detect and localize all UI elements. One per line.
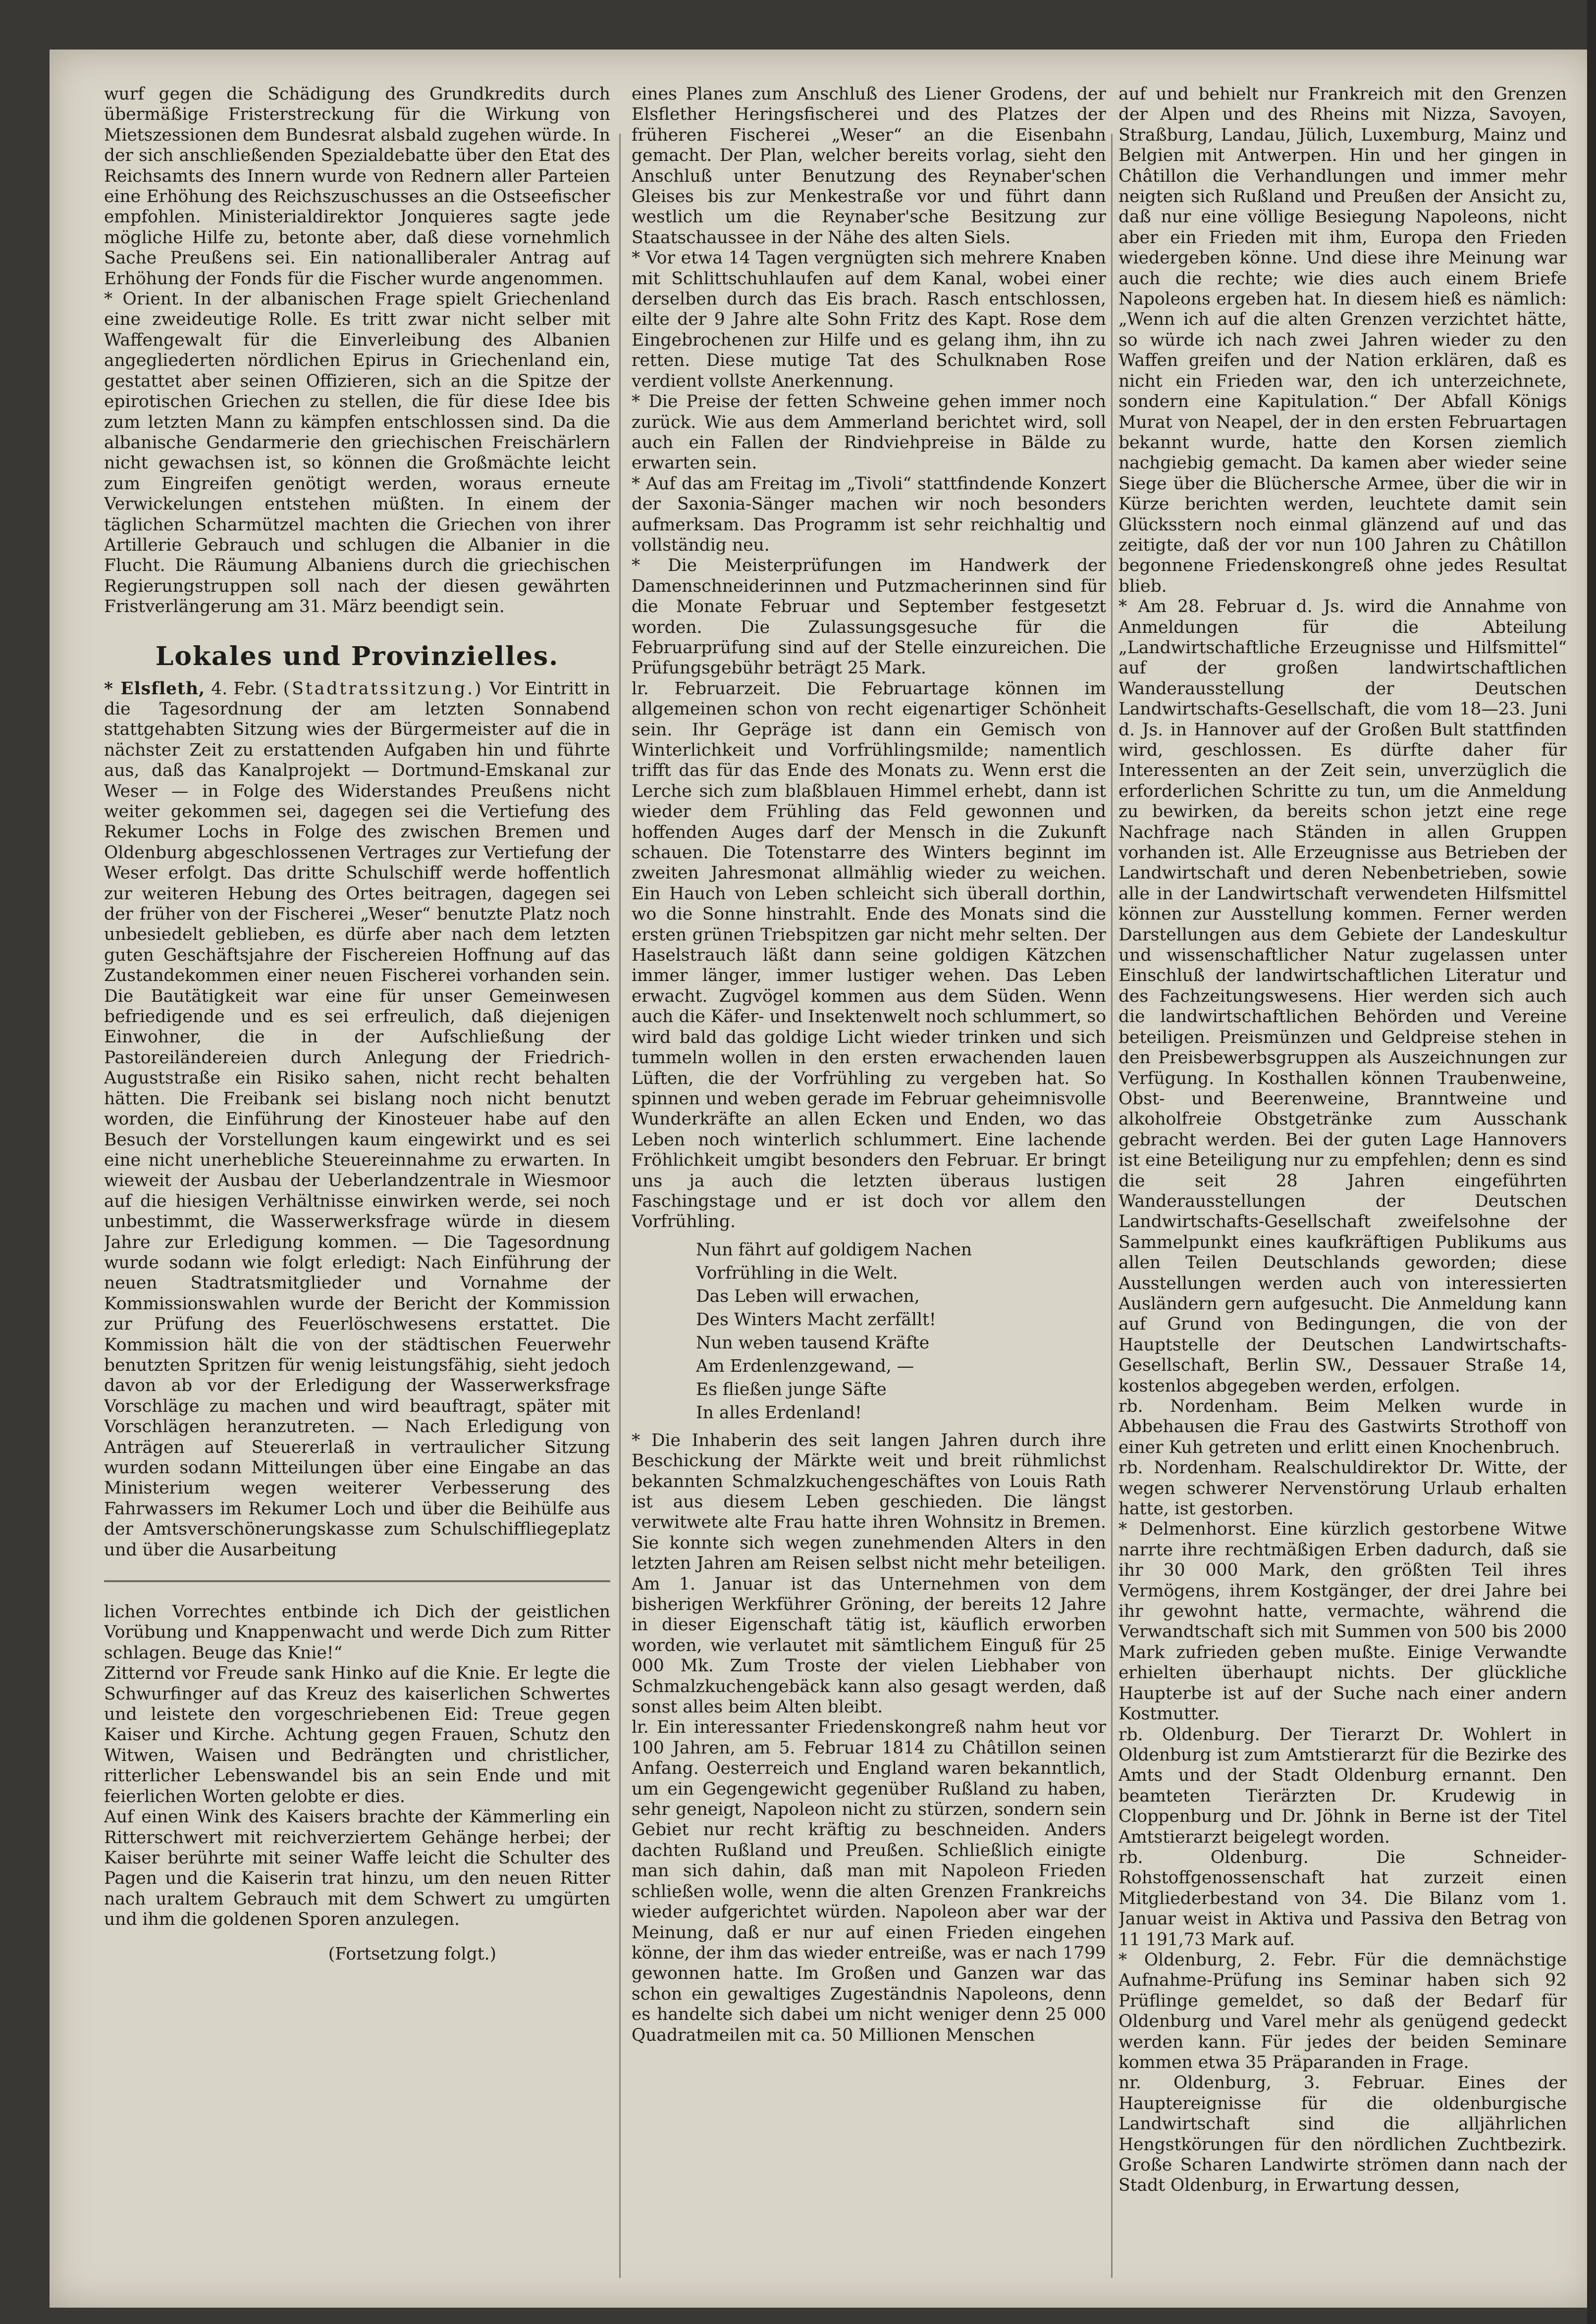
poem-line: Nun weben tausend Kräfte	[696, 1333, 930, 1353]
article-paragraph: * Am 28. Februar d. Js. wird die Annahme von Anmeldungen für die Abteilung „Landwirtschaftliche Erzeugnisse und Hilfsmittel“ auf der großen landwirtschaftlichen Wanderausstellung der Deutschen Landwirtschafts-Gesellschaft, die vom 18—23. Juni d. Js. in Hannover auf der Großen Bult stattfinden wird, geschlossen. Es dürfte daher für Interessenten an der Zeit sein, unverzüglich die erforderlichen Schritte zu tun, um die Anmeldung zu bewirken, da bereits schon jetzt eine rege Nachfrage nach Ständen in allen Gruppen vorhanden ist. Alle Erzeugnisse aus Betrieben der Landwirtschaft und deren Nebenbetrieben, sowie alle in der Landwirtschaft verwendeten Hilfsmittel können zur Ausstellung kommen. Ferner werden Darstellungen aus dem Gebiete der Landeskultur und wissenschaftlicher Natur zugelassen unter Einschluß der landwirtschaftlichen Literatur und des Fachzeitungswesens. Hier werden sich auch die landwirtschaftlichen Behörden und Vereine beteiligen. Preismünzen und Geldpreise stehen in den Preisbewerbsgruppen als Auszeichnungen zur Verfügung. In Kosthallen können Traubenweine, Obst- und Beerenweine, Branntweine und alkoholfreie Obstgetränke zum Ausschank gebracht werden. Bei der guten Lage Hannovers ist eine Beteiligung nur zu empfehlen; denn es sind die seit 28 Jahren eingeführten Wanderausstellungen der Deutschen Landwirtschafts-Gesellschaft zweifelsohne der Sammelpunkt eines kaufkräftigen Publikums aus allen Teilen Deutschlands geworden; diese Ausstellungen werden auch von interessierten Ausländern gern aufgesucht. Die Anmeldung kann auf Grund von Bedingungen, die von der Hauptstelle der Deutschen Landwirtschafts-Gesellschaft, Berlin SW., Dessauer Straße 14, kostenlos abgegeben werden, erfolgen.	[1118, 597, 1567, 1396]
feuilleton-divider	[104, 1580, 610, 1582]
article-nordenham: rb. Nordenham. Realschuldirektor Dr. Witte, der wegen schwerer Nervenstörung Urlaub erhalten hatte, ist gestorben.	[1118, 1458, 1567, 1519]
article-paragraph: eines Planes zum Anschluß des Liener Grodens, der Elsflether Heringsfischerei und des Platzes der früheren Fischerei „Weser“ an die Eisenbahn gemacht. Der Plan, welcher bereits vorlag, sieht den Anschluß unter Benutzung des Reynaber'schen Gleises bis zur Menkestraße vor und führt dann westlich um die Reynaber'sche Besitzung zur Staatschaussee in der Nähe des alten Siels.	[632, 84, 1106, 248]
feuilleton-paragraph: Auf einen Wink des Kaisers brachte der Kämmerling ein Ritterschwert mit reichverziertem Gehänge herbei; der Kaiser berührte mit seiner Waffe leicht die Schulter des Pagen und die Kaiserin trat hinzu, um den neuen Ritter nach uraltem Gebrauch mit dem Schwert zu umgürten und ihm die goldenen Sporen anzulegen.	[104, 1807, 610, 1930]
poem-line: Des Winters Macht zerfällt!	[696, 1309, 936, 1330]
article-elsfleth	[104, 679, 610, 1560]
article-februarzeit: lr. Februarzeit. Die Februartage können im allgemeinen schon von recht eigenartiger Schönheit sein. Ihr Gepräge ist dann ein Gemisch von Winterlichkeit und Vorfrühlingsmilde; namentlich trifft das für das Ende des Monats zu. Wenn erst die Lerche sich zum blaßblauen Himmel erhebt, dann ist wieder dem Frühling das Feld gewonnen und hoffenden Auges darf der Mensch in die Zukunft schauen. Die Totenstarre des Winters beginnt im zweiten Jahresmonat allmählig wieder zu weichen. Ein Hauch von Leben schleicht sich überall dorthin, wo die Sonne hinstrahlt. Ende des Monats sind die ersten grünen Triebspitzen gar nicht mehr selten. Der Haselstrauch läßt dann seine goldigen Kätzchen immer länger, immer lustiger wehen. Das Leben erwacht. Zugvögel kommen aus dem Süden. Wenn auch die Käfer- und Insektenwelt noch schlummert, so wird bald das goldige Licht wieder trinken und sich tummeln wollen in den ersten erwachenden lauen Lüften, die der Vorfrühling zu vergeben hat. So spinnen und weben gerade im Februar geheimnisvolle Wunderkräfte an allen Ecken und Enden, wo das Leben noch winterlich schlummert. Eine lachende Fröhlichkeit umgibt besonders den Februar. Er bringt uns ja auch die letzten überaus lustigen Faschingstage und er ist doch vor allem den Vorfrühling.	[632, 678, 1106, 1232]
column-rule-right	[1111, 134, 1113, 2278]
article-friedenskongress: lr. Ein interessanter Friedenskongreß nahm heut vor 100 Jahren, am 5. Februar 1814 zu Châtillon seinen Anfang. Oesterreich und England waren bekanntlich, um ein Gegengewicht gegenüber Rußland zu haben, sehr geneigt, Napoleon nicht zu stürzen, sondern sein Gebiet nur recht kräftig zu beschneiden. Anders dachten Rußland und Preußen. Schließlich einigte man sich dahin, daß man mit Napoleon Frieden schließen wolle, wenn die alten Grenzen Frankreichs wieder aufgerichtet würden. Napoleon aber war der Meinung, daß er nur auf einen Frieden eingehen könne, der ihm das wieder entreiße, was er nach 1799 gewonnen hatte. Im Großen und Ganzen war das schon ein gewaltiges Zugeständnis Napoleons, denn es handelte sich dabei um nicht weniger denn 25 000 Quadratmeilen mit ca. 50 Millionen Menschen	[632, 1717, 1106, 2045]
article-oldenburg: rb. Oldenburg. Der Tierarzt Dr. Wohlert in Oldenburg ist zum Amtstierarzt für die Bezirke des Amts und der Stadt Oldenburg ernannt. Den beamteten Tierärzten Dr. Krudewig in Cloppenburg und Dr. Jöhnk in Berne ist der Titel Amtstierarzt beigelegt worden.	[1118, 1724, 1567, 1847]
article-oldenburg: nr. Oldenburg, 3. Februar. Eines der Hauptereignisse für die oldenburgische Landwirtschaft sind die alljährlichen Hengstkörungen für den nördlichen Zuchtbezirk. Große Scharen Landwirte strömen dann nach der Stadt Oldenburg, in Erwartung dessen,	[1118, 2073, 1567, 2196]
poem-line: Das Leben will erwachen,	[696, 1286, 920, 1306]
column-right	[1118, 84, 1567, 2223]
scan-edge	[1587, 0, 1596, 2324]
dateline-subject: (Stadtratssitzung.)	[283, 678, 483, 699]
article-paragraph: * Vor etwa 14 Tagen vergnügten sich mehrere Knaben mit Schlittschuhlaufen auf dem Kanal, wobei einer derselben durch das Eis brach. Rasch entschlossen, eilte der 9 Jahre alte Sohn Fritz des Kapt. Rose dem Eingebrochenen zur Hilfe und es gelang ihm, ihn zu retten. Diese mutige Tat des Schulknaben Rose verdient vollste Anerkennung.	[632, 248, 1106, 391]
article-oldenburg: * Oldenburg, 2. Febr. Für die demnächstige Aufnahme-Prüfung ins Seminar haben sich 92 Prüflinge gemeldet, so daß der Bedarf für Oldenburg und Varel mehr als genügend gedeckt werden kann. Für jedes der beiden Seminare kommen etwa 35 Präparanden in Frage.	[1118, 1950, 1567, 2072]
poem-line: Es fließen junge Säfte	[696, 1379, 887, 1399]
article-body: Vor Eintritt in die Tagesordnung der am letzten Sonnabend stattgehabten Sitzung wies der Bürgermeister auf die in nächster Zeit zu erstattenden Aufgaben hin und führte aus, daß das Kanalprojekt — Dortmund-Emskanal zur Weser — in Folge des Widerstandes Preußens nicht weiter gekommen sei, dagegen sei die Vertiefung des Rekumer Lochs in Folge des zwischen Bremen und Oldenburg abgeschlossenen Vertrages zur Vertiefung der Weser erfolgt. Das dritte Schulschiff werde hoffentlich zur weiteren Hebung des Ortes beitragen, dagegen sei der früher von der Fischerei „Weser“ benutzte Platz noch unbesiedelt geblieben, es dürfe aber nach dem letzten guten Geschäftsjahre der Fischereien Hoffnung auf das Zustandekommen einer neuen Fischerei vorhanden sein. Die Bautätigkeit war eine für unser Gemeinwesen befriedigende und es sei erfreulich, daß diejenigen Einwohner, die in der Aufschließung der Pastoreiländereien durch Anlegung der Friedrich-Auguststraße ein Risiko sahen, nicht recht behalten hätten. Die Freibank sei bislang noch nicht benutzt worden, die Einführung der Kinosteuer habe auf den Besuch der Vorstellungen kaum eingewirkt und es sei eine nicht unerhebliche Steuereinnahme zu erwarten. In wieweit der Ausbau der Ueberlandzentrale in Wiesmoor auf die hiesigen Verhältnisse einwirken werde, sei noch unbestimmt, die Wasserwerksfrage würde in diesem Jahre zur Erledigung kommen. — Die Tagesordnung wurde sodann wie folgt erledigt: Nach Einführung der neuen Stadtratsmitglieder und Vornahme der Kommissionswahlen wurde der Bericht der Kommission zur Prüfung des Feuerlöschwesens erstattet. Die Kommission hält die von der städtischen Feuerwehr benutzten Spritzen für wenig leistungsfähig, sieht jedoch davon ab vor der Erledigung der Wasserwerksfrage Vorschläge zu machen und wird beauftragt, später mit Vorschlägen heranzutreten. — Nach Erledigung von Anträgen auf Steuererlaß in vertraulicher Sitzung wurden sodann Mitteilungen über eine Eingabe an das Ministerium wegen weiterer Verbesserung des Fahrwassers im Rekumer Loch und über die Beihülfe aus der Amtsverschönerungskasse zum Schulschiffliegeplatz und über die Ausarbeitung	[104, 678, 610, 1560]
dateline-date: 4. Febr.	[211, 678, 277, 699]
article-nordenham: rb. Nordenham. Beim Melken wurde in Abbehausen die Frau des Gastwirts Strothoff von einer Kuh getreten und erlitt einen Knochenbruch.	[1118, 1396, 1567, 1457]
feuilleton-paragraph: Zitternd vor Freude sank Hinko auf die Knie. Er legte die Schwurfinger auf das Kreuz des kaiserlichen Schwertes und leistete den vorgeschriebenen Eid: Treue gegen Kaiser und Kirche. Achtung gegen Frauen, Schutz den Witwen, Waisen und Bedrängten und christlicher, ritterlicher Lebenswandel bis an sein Ende und mit feierlichen Worten gelobte er dies.	[104, 1663, 610, 1807]
article-paragraph: * Die Preise der fetten Schweine gehen immer noch zurück. Wie aus dem Ammerland berichtet wird, soll auch ein Fallen der Rindviehpreise in Bälde zu erwarten sein.	[632, 392, 1106, 473]
column-rule-left	[619, 134, 621, 2278]
article-orient: * Orient. In der albanischen Frage spielt Griechenland eine zweideutige Rolle. Es tritt zwar nicht selber mit Waffengewalt für die Einverleibung des Albanien angegliederten nördlichen Epirus in Griechenland ein, gestattet aber seinen Offizieren, sich an die Spitze der epirotischen Griechen zu stellen, die für diese Idee bis zum letzten Mann zu kämpfen entschlossen sind. Da die albanische Gendarmerie den griechischen Freischärlern nicht gewachsen ist, so können die Großmächte leicht zum Eingreifen genötigt werden, woraus erneute Verwickelungen entstehen müßten. In einem der täglichen Scharmützel machten die Griechen von ihrer Artillerie Gebrauch und schlugen die Albanier in die Flucht. Die Räumung Albaniens durch die griechischen Regierungstruppen soll nach der diesen gewährten Fristverlängerung am 31. März beendigt sein.	[104, 289, 610, 617]
article-paragraph: wurf gegen die Schädigung des Grundkredits durch übermäßige Fristerstreckung für die Wirkung von Mietszessionen dem Bundesrat alsbald zugehen würde. In der sich anschließenden Spezialdebatte über den Etat des Reichsamts des Innern wurde von Rednern aller Parteien eine Erhöhung des Reichszuschusses an die Ostseefischer empfohlen. Ministerialdirektor Jonquieres sagte jede mögliche Hilfe zu, betonte aber, daß diese vornehmlich Sache Preußens sei. Ein nationalliberaler Antrag auf Erhöhung der Fonds für die Fischer wurde angenommen.	[104, 84, 610, 289]
feuilleton-paragraph: lichen Vorrechtes entbinde ich Dich der geistlichen Vorübung und Knappenwacht und werde Dich zum Ritter schlagen. Beuge das Knie!“	[104, 1602, 610, 1663]
article-paragraph: * Die Meisterprüfungen im Handwerk der Damenschneiderinnen und Putzmacherinnen sind für die Monate Februar und September festgesetzt worden. Die Zulassungsgesuche für die Februarprüfung sind auf der Stelle einzureichen. Die Prüfungsgebühr beträgt 25 Mark.	[632, 556, 1106, 678]
article-oldenburg: rb. Oldenburg. Die Schneider-Rohstoffgenossenschaft hat zurzeit einen Mitgliederbestand von 34. Die Bilanz vom 1. Januar weist in Aktiva und Passiva den Betrag von 11 191,73 Mark auf.	[1118, 1847, 1567, 1950]
poem	[632, 1239, 1106, 1425]
article-paragraph: * Die Inhaberin des seit langen Jahren durch ihre Beschickung der Märkte weit und breit rühmlichst bekannten Schmalzkuchengeschäftes von Louis Rath ist aus diesem Leben geschieden. Die längst verwitwete alte Frau hatte ihren Wohnsitz in Bremen. Sie konnte sich wegen zunehmenden Alters in den letzten Jahren am Reisen selbst nicht mehr beteiligen. Am 1. Januar ist das Unternehmen von dem bisherigen Werkführer Gröning, der bereits 12 Jahre in dieser Eigenschaft tätig ist, käuflich erworben worden, wie verlautet mit sämtlichem Einguß für 25 000 Mk. Zum Troste der vielen Liebhaber von Schmalzkuchengebäck kann also gesagt werden, daß sonst alles beim Alten bleibt.	[632, 1430, 1106, 1717]
continuation-note: (Fortsetzung folgt.)	[328, 1944, 496, 1964]
column-middle	[632, 84, 1106, 2223]
article-paragraph: * Auf das am Freitag im „Tivoli“ stattfindende Konzert der Saxonia-Sänger machen wir noch besonders aufmerksam. Das Programm ist sehr reichhaltig und vollständig neu.	[632, 473, 1106, 555]
column-left	[104, 84, 610, 2219]
poem-line: Am Erdenlenzgewand, —	[696, 1356, 914, 1376]
article-paragraph: auf und behielt nur Frankreich mit den Grenzen der Alpen und des Rheins mit Nizza, Savoyen, Straßburg, Landau, Jülich, Luxemburg, Mainz und Belgien mit Antwerpen. Hin und her gingen in Châtillon die Verhandlungen und immer mehr neigten sich Rußland und Preußen der Ansicht zu, daß nur eine völlige Besiegung Napoleons, nicht aber ein Frieden mit ihm, Europa den Frieden wiedergeben könne. Und diese ihre Meinung war auch die rechte; wie dies auch einem Briefe Napoleons ergeben hat. In diesem hieß es nämlich: „Wenn ich auf die alten Grenzen verzichtet hätte, so würde ich nach zwei Jahren wieder zu den Waffen greifen und der Nation erklären, daß es nicht ein Frieden war, den ich unterzeichnete, sondern eine Kapitulation.“ Der Abfall Königs Murat von Neapel, der in den ersten Februartagen bekannt wurde, hatte den Korsen ziemlich nachgiebig gemacht. Da kamen aber wieder seine Siege über die Blüchersche Armee, über die wir in Kürze berichten werden, leuchtete damit sein Glücksstern noch einmal glänzend auf und das zeitigte, daß der vor nun 100 Jahren zu Châtillon begonnene Friedenskongreß ohne jedes Resultat blieb.	[1118, 84, 1567, 596]
poem-line: In alles Erdenland!	[696, 1402, 862, 1423]
dateline-place: * Elsfleth,	[104, 678, 206, 699]
article-delmenhorst: * Delmenhorst. Eine kürzlich gestorbene Witwe narrte ihre rechtmäßigen Erben dadurch, daß sie ihr 30 000 Mark, den größten Teil ihres Vermögens, ihrem Kostgänger, der drei Jahre bei ihr gewohnt hatte, vermachte, während die Verwandtschaft sich mit Summen von 500 bis 2000 Mark zufrieden geben mußte. Einige Verwandte erhielten überhaupt nichts. Der glückliche Haupterbe ist auf der Suche nach einer andern Kostmutter.	[1118, 1519, 1567, 1724]
poem-line: Nun fährt auf goldigem Nachen	[696, 1239, 972, 1260]
section-title: Lokales und Provinzielles.	[155, 641, 559, 671]
poem-line: Vorfrühling in die Welt.	[696, 1263, 898, 1283]
